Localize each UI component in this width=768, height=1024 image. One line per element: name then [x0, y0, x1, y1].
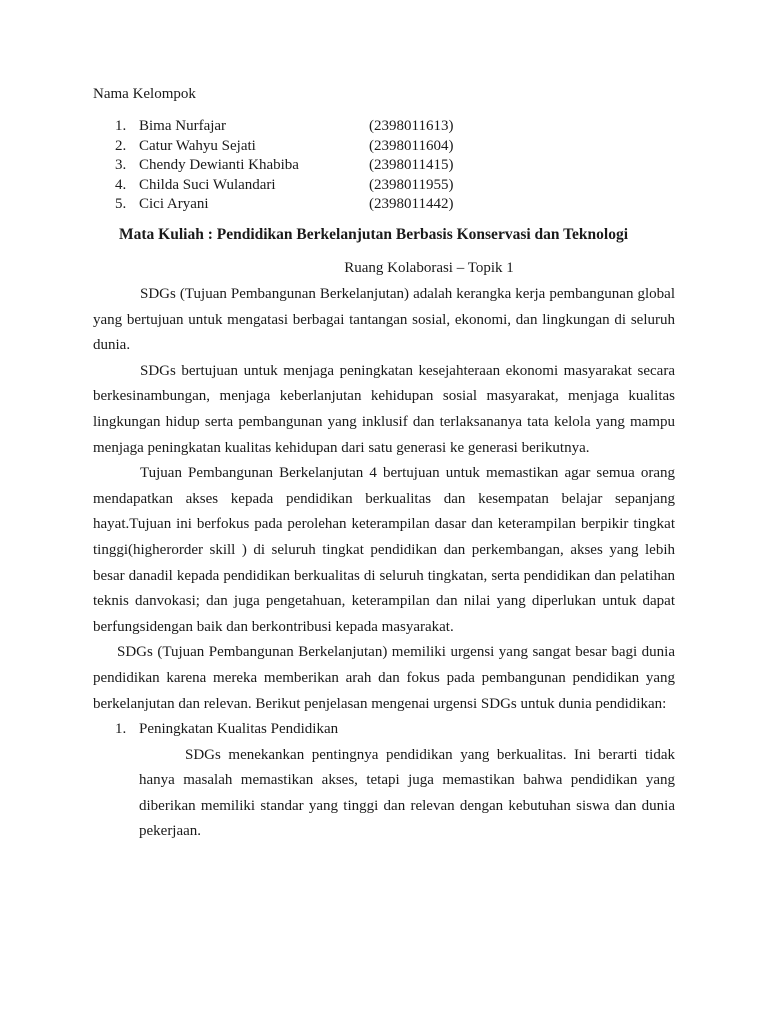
list-item [93, 717, 675, 743]
member-id: (2398011613) [369, 118, 454, 134]
member-id: (2398011955) [369, 176, 454, 193]
document-body [93, 282, 675, 845]
member-name: Chendy Dewianti Khabiba [139, 157, 299, 173]
member-number: 2. [115, 137, 127, 154]
member-row [93, 117, 513, 137]
list-item-text: SDGs menekankan pentingnya pendidikan yang berkualitas. Ini berarti tidak hanya masalah memastikan akses, tetapi juga memastikan bahwa pendidikan yang diberikan memiliki standar yang tinggi dan relevan dengan kebutuhan siswa dan dunia pekerjaan. [139, 746, 675, 840]
paragraph: SDGs bertujuan untuk menjaga peningkatan kesejahteraan ekonomi masyarakat secara berkesinambungan, menjaga keberlanjutan kehidupan sosial masyarakat, menjaga kualitas lingkungan hidup serta pembangunan yang inklusif dan terlaksananya tata kelola yang mampu menjaga peningkatan kualitas kehidupan dari satu generasi ke generasi berikutnya. [93, 362, 675, 456]
member-name: Bima Nurfajar [139, 118, 227, 134]
member-name: Catur Wahyu Sejati [139, 137, 256, 154]
member-number: 1. [115, 118, 127, 134]
course-title: Mata Kuliah : Pendidikan Berkelanjutan Berbasis Konservasi dan Teknologi [119, 226, 629, 243]
member-id: (2398011442) [369, 196, 454, 212]
room-subtitle: Ruang Kolaborasi – Topik 1 [344, 260, 514, 276]
member-number: 5. [115, 196, 127, 212]
member-name: Childa Suci Wulandari [139, 176, 276, 193]
list-number: 1. [115, 721, 127, 738]
member-number: 3. [115, 157, 127, 173]
member-row [93, 176, 513, 196]
member-row [93, 195, 513, 215]
member-number: 4. [115, 176, 127, 193]
paragraph: SDGs (Tujuan Pembangunan Berkelanjutan) adalah kerangka kerja pembangunan global yang bertujuan untuk mengatasi berbagai tantangan sosial, ekonomi, dan lingkungan di seluruh dunia. [93, 286, 675, 354]
member-name: Cici Aryani [139, 196, 209, 212]
member-row [93, 137, 513, 157]
member-id: (2398011604) [369, 137, 454, 154]
list-item-title: Peningkatan Kualitas Pendidikan [139, 721, 339, 738]
group-title: Nama Kelompok [93, 86, 196, 102]
member-row [93, 156, 513, 176]
paragraph: Tujuan Pembangunan Berkelanjutan 4 bertujuan untuk memastikan agar semua orang mendapatkan akses kepada pendidikan berkualitas dan kesempatan belajar sepanjang hayat.Tujuan ini berfokus pada perolehan keterampilan dasar dan keterampilan berpikir tingkat tinggi(higherorder skill ) di seluruh tingkat pendidikan dan perkembangan, akses yang lebih besar danadil kepada pendidikan berkualitas di seluruh tingkatan, serta pendidikan dan pelatihan teknis danvokasi; dan juga pengetahuan, keterampilan dan nilai yang diperlukan untuk dapat berfungsidengan baik dan berkontribusi kepada masyarakat. [93, 465, 675, 635]
paragraph: SDGs (Tujuan Pembangunan Berkelanjutan) memiliki urgensi yang sangat besar bagi dunia pendidikan karena mereka memberikan arah dan fokus pada pembangunan pendidikan yang berkelanjutan dan relevan. Berikut penjelasan mengenai urgensi SDGs untuk dunia pendidikan: [93, 644, 675, 712]
member-id: (2398011415) [369, 157, 454, 173]
member-list [93, 117, 513, 215]
